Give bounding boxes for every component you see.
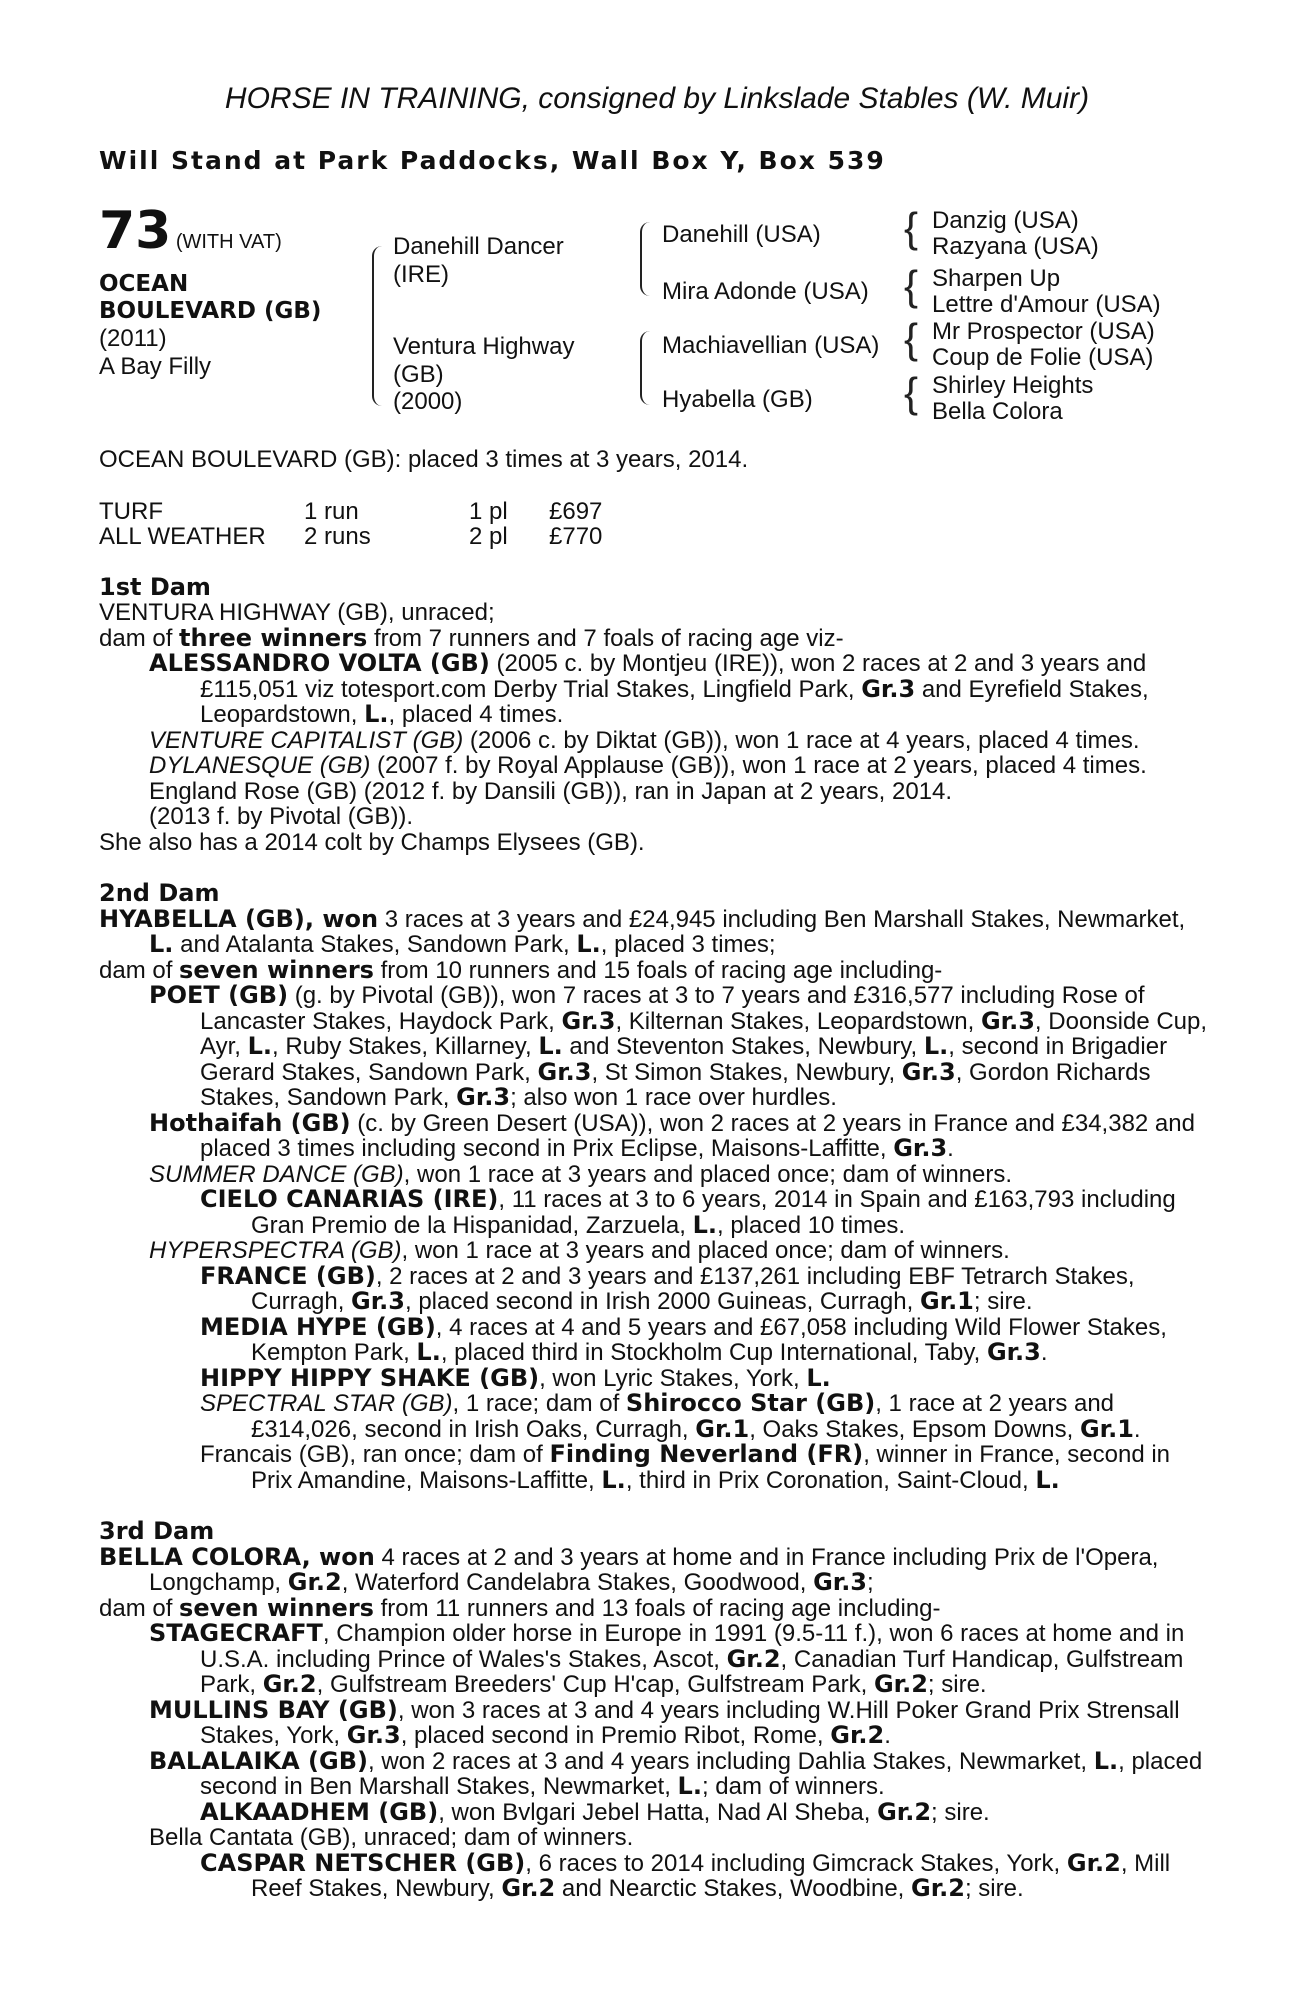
text-segment: L. xyxy=(601,1465,626,1494)
pedigree-sss: Danzig (USA) xyxy=(932,207,1079,234)
produce-entry xyxy=(99,1695,1209,1749)
pedigree-sd: Mira Adonde (USA) xyxy=(662,278,869,305)
text-segment: from 7 runners and 7 foals of racing age viz- xyxy=(367,624,844,652)
record-placed: 1 pl xyxy=(469,497,508,525)
second-dam-produce xyxy=(99,955,1209,984)
produce-entry xyxy=(99,1746,1209,1800)
pedigree-ssd: Razyana (USA) xyxy=(932,233,1099,260)
text-segment: Gr.3 xyxy=(351,1287,405,1315)
text-segment: L. xyxy=(416,1338,441,1366)
pedigree-ss: Danehill (USA) xyxy=(662,221,821,248)
stand-location: Will Stand at Park Paddocks, Wall Box Y, Box 539 xyxy=(99,146,886,175)
grandproduce-entry xyxy=(99,1187,1209,1238)
text-segment: SUMMER DANCE (GB) xyxy=(149,1160,404,1188)
text-segment: L. xyxy=(677,1772,702,1800)
text-segment: , Champion older horse in Europe in 1991 (9.5-11 f.), won 6 races at home and in U.S.A. including Prince of Wales's Stakes, Ascot, xyxy=(200,1620,1185,1673)
text-segment: and Eyrefield Stakes, Leopardstown, xyxy=(200,675,1149,728)
grandproduce-entry xyxy=(99,1363,1209,1392)
text-segment: , won 2 races at 3 and 4 years including Dahlia Stakes, Newmarket, xyxy=(368,1747,1094,1775)
text-segment: VENTURE CAPITALIST (GB) xyxy=(149,726,464,754)
second-dam-heading: 2nd Dam xyxy=(99,879,220,907)
text-segment: Gr.1 xyxy=(1079,1414,1134,1443)
text-segment: , 1 race; dam of xyxy=(452,1390,626,1417)
pedigree-sdd: Lettre d'Amour (USA) xyxy=(932,291,1161,318)
lot-info xyxy=(99,201,399,380)
third-dam-intro xyxy=(99,1542,1209,1596)
brace-dd: { xyxy=(904,369,919,416)
text-segment: L. xyxy=(692,1210,717,1239)
produce-entry xyxy=(99,1162,1209,1188)
first-dam-also: She also has a 2014 colt by Champs Elysees (GB). xyxy=(99,828,645,856)
text-segment: POET (GB) xyxy=(149,981,289,1009)
text-segment: , 1 race at 2 years and £314,026, second in Irish Oaks, Curragh, xyxy=(251,1390,1115,1443)
grandproduce-entry xyxy=(99,1442,1209,1493)
text-segment: Gr.3 xyxy=(980,1006,1035,1035)
text-segment: , 4 races at 4 and 5 years and £67,058 including Wild Flower Stakes, Kempton Park, xyxy=(251,1313,1167,1366)
text-segment: , won Lyric Stakes, York, xyxy=(539,1364,807,1392)
dam-name: Ventura Highway xyxy=(393,333,575,360)
record-runs: 1 run xyxy=(304,497,359,525)
text-segment: from 11 runners and 13 foals of racing age including- xyxy=(373,1594,941,1622)
text-segment: Gr.3 xyxy=(901,1057,956,1086)
text-segment: SPECTRAL STAR (GB) xyxy=(200,1390,453,1417)
grandproduce-entry xyxy=(99,1391,1209,1442)
third-dam-heading: 3rd Dam xyxy=(99,1517,215,1545)
text-segment: Gr.2 xyxy=(1066,1848,1121,1877)
text-segment: L. xyxy=(806,1363,831,1392)
text-segment: , placed 4 times. xyxy=(388,701,564,728)
page-title: HORSE IN TRAINING, consigned by Linkslade Stables (W. Muir) xyxy=(224,82,1090,115)
produce-entry: England Rose (GB) (2012 f. by Dansili (GB)), ran in Japan at 2 years, 2014. xyxy=(149,777,953,805)
text-segment: , won xyxy=(304,904,379,933)
text-segment: Gr.3 xyxy=(537,1057,592,1086)
text-segment: L. xyxy=(576,930,601,958)
text-segment: , won Bvlgari Jebel Hatta, Nad Al Sheba, xyxy=(438,1798,878,1826)
text-segment: , placed second in Irish 2000 Guineas, Curragh, xyxy=(404,1288,920,1315)
text-segment: Gr.2 xyxy=(877,1797,932,1826)
text-segment: seven winners xyxy=(179,1593,374,1622)
race-record xyxy=(99,499,1209,549)
text-segment: Gr.3 xyxy=(813,1568,868,1596)
text-segment: ALKAADHEM (GB) xyxy=(200,1797,439,1826)
text-segment: HYPERSPECTRA (GB) xyxy=(149,1237,402,1264)
text-segment: , 6 races to 2014 including Gimcrack Stakes, York, xyxy=(525,1849,1067,1877)
horse-name-line2: BOULEVARD (GB) xyxy=(99,298,322,325)
lot-number: 73 xyxy=(99,201,172,261)
brace-ss: { xyxy=(904,204,919,251)
text-segment: (2005 c. by Montjeu (IRE)), won 2 races at 2 and 3 years and £115,051 viz totesport.com Derby Trial Stakes, Lingfield Park, xyxy=(200,650,1147,703)
text-segment: Hothaifah (GB) xyxy=(149,1108,351,1137)
text-segment: Gr.1 xyxy=(919,1287,974,1315)
text-segment: HIPPY HIPPY SHAKE (GB) xyxy=(200,1363,540,1392)
text-segment: , Waterford Candelabra Stakes, Goodwood, xyxy=(341,1569,814,1596)
text-segment: dam of xyxy=(99,956,180,984)
record-runs: 2 runs xyxy=(304,522,371,550)
text-segment: Gr.2 xyxy=(911,1874,965,1902)
text-segment: Gr.3 xyxy=(986,1338,1041,1366)
text-segment: , Canadian Turf Handicap, Gulfstream Park, xyxy=(200,1645,1184,1698)
text-segment: . xyxy=(947,1135,954,1162)
text-segment: L. xyxy=(1093,1746,1119,1775)
text-segment: Gr.2 xyxy=(873,1670,928,1698)
text-segment: . xyxy=(884,1722,891,1749)
text-segment: Gr.2 xyxy=(726,1644,781,1673)
produce-entry xyxy=(99,753,1209,779)
text-segment: Gr.3 xyxy=(861,674,916,703)
text-segment: (c. by Green Desert (USA)), won 2 races at 2 years in France and £34,382 and placed 3 times including second in Prix Eclipse, Maisons-Laffitte, xyxy=(200,1109,1195,1162)
text-segment: (2006 c. by Diktat (GB)), won 1 race at 4 years, placed 4 times. xyxy=(463,726,1140,754)
horse-name-line1: OCEAN xyxy=(99,271,189,297)
first-dam-heading: 1st Dam xyxy=(99,572,211,601)
text-segment: Gr.1 xyxy=(695,1414,750,1443)
record-prize: £770 xyxy=(549,522,603,550)
text-segment: (g. by Pivotal (GB)), won 7 races at 3 to 7 years and £316,577 including Rose of Lancaster Stakes, Haydock Park, xyxy=(200,982,1145,1035)
text-segment: , Kilternan Stakes, Leopardstown, xyxy=(615,1007,981,1035)
text-segment: Gr.3 xyxy=(456,1083,511,1111)
record-surface: TURF xyxy=(99,497,163,525)
dam-line-brace xyxy=(640,331,652,405)
text-segment: , St Simon Stakes, Newbury, xyxy=(591,1058,902,1086)
text-segment: , Ruby Stakes, Killarney, xyxy=(272,1033,539,1060)
text-segment: Gr.2 xyxy=(830,1721,885,1749)
text-segment: dam of xyxy=(99,1594,180,1622)
text-segment: ; sire. xyxy=(973,1288,1033,1315)
text-segment: (2007 f. by Royal Applause (GB)), won 1 race at 2 years, placed 4 times. xyxy=(370,752,1147,779)
produce-entry: Bella Cantata (GB), unraced; dam of winners. xyxy=(149,1824,634,1851)
produce-entry xyxy=(99,983,1209,1111)
text-segment: , Oaks Stakes, Epsom Downs, xyxy=(749,1415,1080,1443)
text-segment: ALESSANDRO VOLTA (GB) xyxy=(149,649,490,677)
text-segment: , placed second in Ben Marshall Stakes, Newmarket, xyxy=(200,1747,1203,1800)
pedigree-dam xyxy=(393,333,574,416)
text-segment: , won xyxy=(301,1542,375,1571)
text-segment: Gr.2 xyxy=(501,1874,556,1902)
produce-entry: (2013 f. by Pivotal (GB)). xyxy=(149,803,414,830)
text-segment: . xyxy=(1133,1415,1141,1443)
grandproduce-entry xyxy=(99,1261,1209,1315)
record-surface: ALL WEATHER xyxy=(99,522,266,550)
text-segment: L. xyxy=(923,1032,949,1060)
horse-description: A Bay Filly xyxy=(99,352,212,380)
text-segment: L. xyxy=(247,1032,272,1060)
text-segment: HYABELLA (GB) xyxy=(99,904,305,933)
text-segment: DYLANESQUE (GB) xyxy=(149,752,371,779)
text-segment: 3 races at 3 years and £24,945 including Ben Marshall Stakes, Newmarket, xyxy=(378,905,1186,933)
text-segment: , won 1 race at 3 years and placed once; dam of winners. xyxy=(403,1160,1013,1188)
foaling-year: (2011) xyxy=(99,325,167,353)
text-segment: 4 races at 2 and 3 years at home and in France including Prix de l'Opera, Longchamp, xyxy=(149,1543,1159,1596)
text-segment: , third in Prix Coronation, Saint-Cloud, xyxy=(625,1466,1036,1494)
text-segment: ; sire. xyxy=(931,1798,990,1826)
text-segment: BELLA COLORA xyxy=(99,1542,302,1571)
text-segment: , Mill Reef Stakes, Newbury, xyxy=(251,1849,1171,1902)
text-segment: , second in Brigadier Gerard Stakes, Sandown Park, xyxy=(200,1033,1168,1086)
text-segment: L. xyxy=(149,930,174,958)
first-dam-produce xyxy=(99,623,1209,652)
text-segment: and Steventon Stakes, Newbury, xyxy=(562,1033,924,1060)
sire-name: Danehill Dancer xyxy=(393,233,564,260)
second-dam-intro xyxy=(99,904,1209,958)
text-segment: ; dam of winners. xyxy=(701,1773,885,1800)
vat-note: (WITH VAT) xyxy=(175,231,282,253)
pedigree-dsd: Coup de Folie (USA) xyxy=(932,344,1154,371)
text-segment: L. xyxy=(1035,1465,1060,1494)
pedigree-sire xyxy=(393,233,564,288)
text-segment: L. xyxy=(364,700,389,728)
text-segment: from 10 runners and 15 foals of racing age including- xyxy=(373,956,943,984)
text-segment: BALALAIKA (GB) xyxy=(149,1746,368,1775)
produce-entry xyxy=(99,728,1209,754)
text-segment: Shirocco Star (GB) xyxy=(625,1389,876,1417)
text-segment: , placed 3 times; xyxy=(600,931,776,958)
text-segment: , 2 races at 2 and 3 years and £137,261 including EBF Tetrarch Stakes, Curragh, xyxy=(251,1262,1135,1315)
text-segment: Gr.3 xyxy=(561,1006,616,1035)
produce-entry xyxy=(99,1621,1209,1698)
text-segment: Francais (GB), ran once; dam of xyxy=(200,1441,550,1468)
text-segment: ; also won 1 race over hurdles. xyxy=(510,1084,837,1111)
text-segment: . xyxy=(1040,1339,1048,1366)
text-segment: , won 3 races at 3 and 4 years including W.Hill Poker Grand Prix Strensall Stakes, York, xyxy=(200,1696,1180,1749)
text-segment: , Gordon Richards Stakes, Sandown Park, xyxy=(200,1058,1151,1111)
pedigree-ddd: Bella Colora xyxy=(932,398,1063,425)
race-summary: OCEAN BOULEVARD (GB): placed 3 times at 3 years, 2014. xyxy=(99,446,749,473)
record-placed: 2 pl xyxy=(469,522,508,550)
text-segment: MULLINS BAY (GB) xyxy=(149,1695,398,1724)
text-segment: three winners xyxy=(179,623,368,652)
pedigree-sds: Sharpen Up xyxy=(932,265,1061,292)
text-segment: and Nearctic Stakes, Woodbine, xyxy=(555,1875,912,1902)
text-segment: ; xyxy=(867,1569,874,1596)
sire-country: (IRE) xyxy=(393,260,449,288)
text-segment: MEDIA HYPE (GB) xyxy=(200,1312,436,1341)
brace-ds: { xyxy=(904,315,919,362)
text-segment: , placed 10 times. xyxy=(716,1211,906,1239)
text-segment: dam of xyxy=(99,624,180,652)
catalogue-body xyxy=(99,447,1209,1902)
brace-sd: { xyxy=(904,262,919,309)
pedigree-dds: Shirley Heights xyxy=(932,372,1094,399)
text-segment: and Atalanta Stakes, Sandown Park, xyxy=(173,931,577,958)
pedigree-ds: Machiavellian (USA) xyxy=(662,332,880,359)
pedigree-dss: Mr Prospector (USA) xyxy=(932,318,1155,345)
text-segment: Gr.2 xyxy=(287,1568,342,1596)
grandproduce-entry xyxy=(99,1848,1209,1902)
produce-entry xyxy=(99,1238,1209,1264)
pedigree-dd: Hyabella (GB) xyxy=(662,386,813,413)
sire-dam-brace xyxy=(372,246,384,406)
text-segment: , 11 races at 3 to 6 years, 2014 in Spain and £163,793 including Gran Premio de la Hispanidad, Zarzuela, xyxy=(251,1186,1176,1239)
grandproduce-entry xyxy=(99,1797,1209,1826)
text-segment: STAGECRAFT xyxy=(149,1619,323,1647)
text-segment: ; sire. xyxy=(964,1875,1024,1902)
first-dam-intro: VENTURA HIGHWAY (GB), unraced; xyxy=(99,599,495,626)
text-segment: L. xyxy=(538,1032,563,1060)
sire-line-brace xyxy=(640,222,652,296)
text-segment: , winner in France, second in Prix Amandine, Maisons-Laffitte, xyxy=(251,1441,1171,1494)
produce-entry xyxy=(99,651,1209,728)
text-segment: ; sire. xyxy=(927,1671,987,1698)
text-segment: , Doonside Cup, Ayr, xyxy=(200,1007,1208,1060)
text-segment: CIELO CANARIAS (IRE) xyxy=(200,1185,499,1213)
text-segment: Gr.3 xyxy=(893,1134,948,1162)
text-segment: Gr.2 xyxy=(262,1670,317,1698)
text-segment: , Gulfstream Breeders' Cup H'cap, Gulfstream Park, xyxy=(316,1671,874,1698)
text-segment: Gr.3 xyxy=(346,1721,401,1749)
grandproduce-entry xyxy=(99,1312,1209,1366)
text-segment: Finding Neverland (FR) xyxy=(549,1440,864,1468)
third-dam-produce xyxy=(99,1593,1209,1622)
produce-entry xyxy=(99,1108,1209,1162)
text-segment: , won 1 race at 3 years and placed once; dam of winners. xyxy=(401,1237,1010,1264)
text-segment: CASPAR NETSCHER (GB) xyxy=(200,1848,526,1877)
text-segment: , placed second in Premio Ribot, Rome, xyxy=(400,1722,831,1749)
record-prize: £697 xyxy=(549,497,603,525)
text-segment: , placed third in Stockholm Cup International, Taby, xyxy=(440,1339,987,1366)
dam-country: (GB) xyxy=(393,360,444,388)
text-segment: FRANCE (GB) xyxy=(200,1261,376,1290)
dam-year: (2000) xyxy=(393,388,463,416)
text-segment: seven winners xyxy=(179,955,374,984)
